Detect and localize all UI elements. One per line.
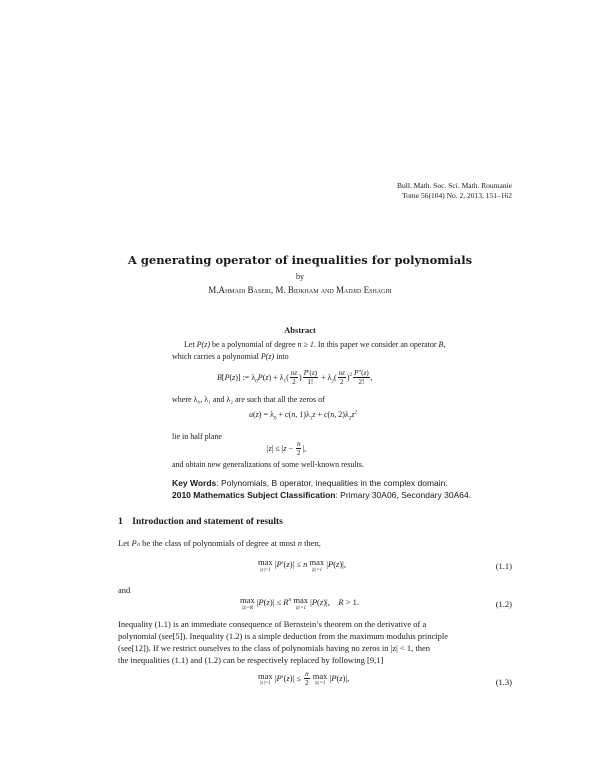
equation-label-1-3: (1.3) bbox=[495, 677, 512, 687]
body-line-3: (see[12]). If we restrict ourselves to the class of polynomials having no zeros in |z| < 1, then bbox=[118, 643, 430, 653]
u-equation: $u(z) = \lambda_0 + c(n$, $1)\lambda_1z + c(n$, $2)\lambda_2z^2$ bbox=[249, 409, 358, 422]
halfplane-inequality: |z| ≤ |z − $\frac{n}{2}$ |, bbox=[267, 440, 307, 457]
abstract-heading: Abstract bbox=[284, 325, 316, 335]
paper-title: A generating operator of inequalities for polynomials bbox=[127, 253, 473, 267]
abstract-halfplane-line: lie in half plane bbox=[172, 432, 222, 441]
journal-name: Bull. Math. Soc. Sci. Math. Roumanie bbox=[397, 181, 512, 190]
authors: M.Ahmadi Baseri, M. Bidkham and Madjid Eshaghi bbox=[208, 285, 392, 295]
section-heading: 1 Introduction and statement of results bbox=[118, 517, 283, 527]
body-line-2: polynomial (see[5]). Inequality (1.2) is a simple deduction from the maximum modulus principle bbox=[118, 631, 449, 641]
body-paragraph bbox=[118, 618, 512, 666]
equation-label-1-1: (1.1) bbox=[495, 561, 512, 571]
keywords: Key Words: Polynomials, B operator, inequalities in the complex domain. bbox=[172, 478, 448, 488]
equation-label-1-2: (1.2) bbox=[495, 599, 512, 609]
msc-classification: 2010 Mathematics Subject Classification: Primary 30A06, Secondary 30A64. bbox=[172, 490, 472, 500]
journal-reference bbox=[397, 181, 512, 201]
byline: by bbox=[296, 272, 304, 281]
equation-1-1: max |z|=1 |P′(z)| ≤ n max |z|=1 |P(z)|, bbox=[258, 557, 347, 573]
body-line-1: Inequality (1.1) is an immediate consequence of Bernstein’s theorem on the derivative of a bbox=[118, 619, 427, 629]
operator-b-equation: B[P(z)] := $\lambda_0P(z) + \lambda_1$( $\frac{nz}{2}$ ) $\frac{P'(z)}{1!}$ + $\lambda_2$( $\frac{nz}{2}$ )$^2$ $\frac{P''(z)}{2!}$ , bbox=[217, 369, 373, 386]
equation-1-3: max |z|=1 |P′(z)| ≤ $\frac{n}{2}$ max |z|=1 |P(z)|, bbox=[258, 670, 350, 687]
abstract-where-line: where λ₀, λ₁ and λ₂ are such that all the zeros of bbox=[172, 395, 325, 404]
abstract-paragraph-1: Let P(z) be a polynomial of degree n ≥ 1. In this paper we consider an operator B, which carries a polynomial P(z) into bbox=[172, 340, 446, 361]
abstract-closing-line: and obtain new generalizations of some well-known results. bbox=[172, 460, 364, 469]
intro-sentence: Let Pₙ be the class of polynomials of degree at most n then, bbox=[118, 538, 321, 548]
journal-volume: Tome 56(104) No. 2, 2013, 151–162 bbox=[402, 191, 512, 200]
equation-1-2: max |z|=R $|P(z)| \le R^n$ max |z|=1 |P(z)|, R > 1. bbox=[240, 595, 359, 611]
body-line-4: the inequalities (1.1) and (1.2) can be respectively replaced by following [9,1] bbox=[118, 655, 384, 665]
and-word: and bbox=[118, 585, 131, 595]
